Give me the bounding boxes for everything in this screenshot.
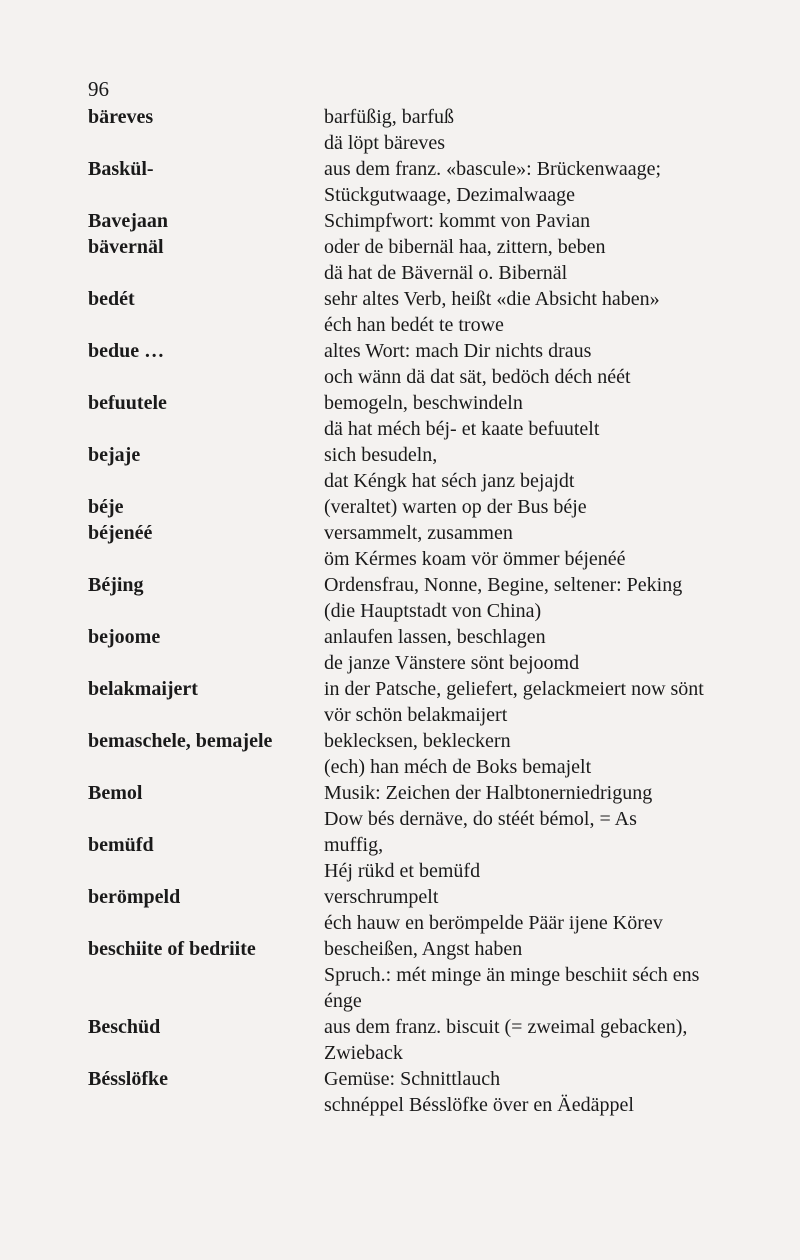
definition-line: och wänn dä dat sät, bedöch déch néét [324,366,631,388]
entry-definition [324,936,748,1014]
entry-definition [324,104,748,156]
page-number: 96 [88,77,109,101]
dictionary-entry [88,884,748,936]
entry-definition [324,390,748,442]
entry-term: bemaschele, bemajele [88,730,273,752]
dictionary-entry [88,572,748,624]
entry-term: bejoome [88,626,161,648]
entry-term: befuutele [88,392,167,414]
entry-term: Baskül- [88,158,154,180]
definition-line: schnéppel Bésslöfke över en Äedäppel [324,1094,634,1116]
definition-line: öm Kérmes koam vör ömmer béjenéé [324,548,626,570]
entry-term: Bavejaan [88,210,168,232]
dictionary-entry [88,832,748,884]
entry-definition [324,624,748,676]
definition-line: muffig, [324,834,384,856]
entry-definition [324,728,748,780]
dictionary-entry [88,338,748,390]
definition-line: sich besudeln, [324,444,438,466]
entry-term: bemüfd [88,834,154,856]
entry-term: bejaje [88,444,141,466]
entry-definition [324,286,748,338]
definition-line: de janze Vänstere sönt bejoomd [324,652,580,674]
definition-line: énge [324,990,362,1012]
entry-term: Bemol [88,782,143,804]
entry-definition [324,884,748,936]
definition-line: Zwieback [324,1042,403,1064]
entry-definition [324,494,748,520]
definition-line: Schimpfwort: kommt von Pavian [324,210,591,232]
definition-line: Stückgutwaage, Dezimalwaage [324,184,576,206]
definition-line: (ech) han méch de Boks bemajelt [324,756,592,778]
definition-line: versammelt, zusammen [324,522,513,544]
definition-line: Musik: Zeichen der Halbtonerniedrigung [324,782,653,804]
definition-line: Ordensfrau, Nonne, Begine, seltener: Peking [324,574,683,596]
definition-line: Héj rükd et bemüfd [324,860,481,882]
entry-definition [324,442,748,494]
entry-term: bedue … [88,340,165,362]
definition-line: (veraltet) warten op der Bus béje [324,496,587,518]
entry-term: bävernäl [88,236,164,258]
definition-line: (die Hauptstadt von China) [324,600,542,622]
definition-line: Spruch.: mét minge än minge beschiit séch ens [324,964,700,986]
entry-term: belakmaijert [88,678,198,700]
entry-term: beschiite of bedriite [88,938,256,960]
dictionary-entry [88,494,748,520]
definition-line: aus dem franz. biscuit (= zweimal gebacken), [324,1016,688,1038]
definition-line: dä hat méch béj- et kaate befuutelt [324,418,600,440]
definition-line: barfüßig, barfuß [324,106,454,128]
entry-definition [324,1014,748,1066]
dictionary-entry [88,234,748,286]
definition-line: éch hauw en berömpelde Päär ijene Körev [324,912,663,934]
definition-line: bescheißen, Angst haben [324,938,523,960]
definition-line: in der Patsche, geliefert, gelackmeiert now sönt [324,678,704,700]
dictionary-entry [88,520,748,572]
definition-line: dä hat de Bävernäl o. Bibernäl [324,262,568,284]
entry-definition [324,780,748,832]
dictionary-entry [88,780,748,832]
dictionary-entry [88,208,748,234]
definition-line: aus dem franz. «bascule»: Brückenwaage; [324,158,662,180]
definition-line: anlaufen lassen, beschlagen [324,626,546,648]
dictionary-entry [88,624,748,676]
entry-definition [324,1066,748,1118]
dictionary-entry [88,936,748,1014]
dictionary-entry [88,728,748,780]
entry-list [88,104,748,1118]
entry-definition [324,832,748,884]
definition-line: beklecksen, bekleckern [324,730,511,752]
dictionary-entry [88,1014,748,1066]
dictionary-entry [88,442,748,494]
entry-term: béjenéé [88,522,153,544]
entry-definition [324,338,748,390]
definition-line: sehr altes Verb, heißt «die Absicht haben» [324,288,660,310]
entry-definition [324,208,748,234]
entry-definition [324,676,748,728]
entry-term: béje [88,496,124,518]
entry-term: Bésslöfke [88,1068,168,1090]
definition-line: oder de bibernäl haa, zittern, beben [324,236,606,258]
entry-term: Beschüd [88,1016,161,1038]
definition-line: dä löpt bäreves [324,132,446,154]
entry-definition [324,572,748,624]
entry-definition [324,234,748,286]
entry-term: bedét [88,288,135,310]
entry-term: Béjing [88,574,144,596]
dictionary-entry [88,1066,748,1118]
definition-line: verschrumpelt [324,886,439,908]
entry-definition [324,520,748,572]
dictionary-entry [88,156,748,208]
dictionary-entry [88,676,748,728]
dictionary-entry [88,286,748,338]
dictionary-entry [88,104,748,156]
definition-line: bemogeln, beschwindeln [324,392,523,414]
dictionary-entry [88,390,748,442]
entry-term: bäreves [88,106,154,128]
definition-line: Gemüse: Schnittlauch [324,1068,501,1090]
definition-line: dat Kéngk hat séch janz bejajdt [324,470,575,492]
entry-term: berömpeld [88,886,181,908]
definition-line: éch han bedét te trowe [324,314,504,336]
definition-line: vör schön belakmaijert [324,704,508,726]
definition-line: Dow bés dernäve, do stéét bémol, = As [324,808,637,830]
entry-definition [324,156,748,208]
definition-line: altes Wort: mach Dir nichts draus [324,340,592,362]
